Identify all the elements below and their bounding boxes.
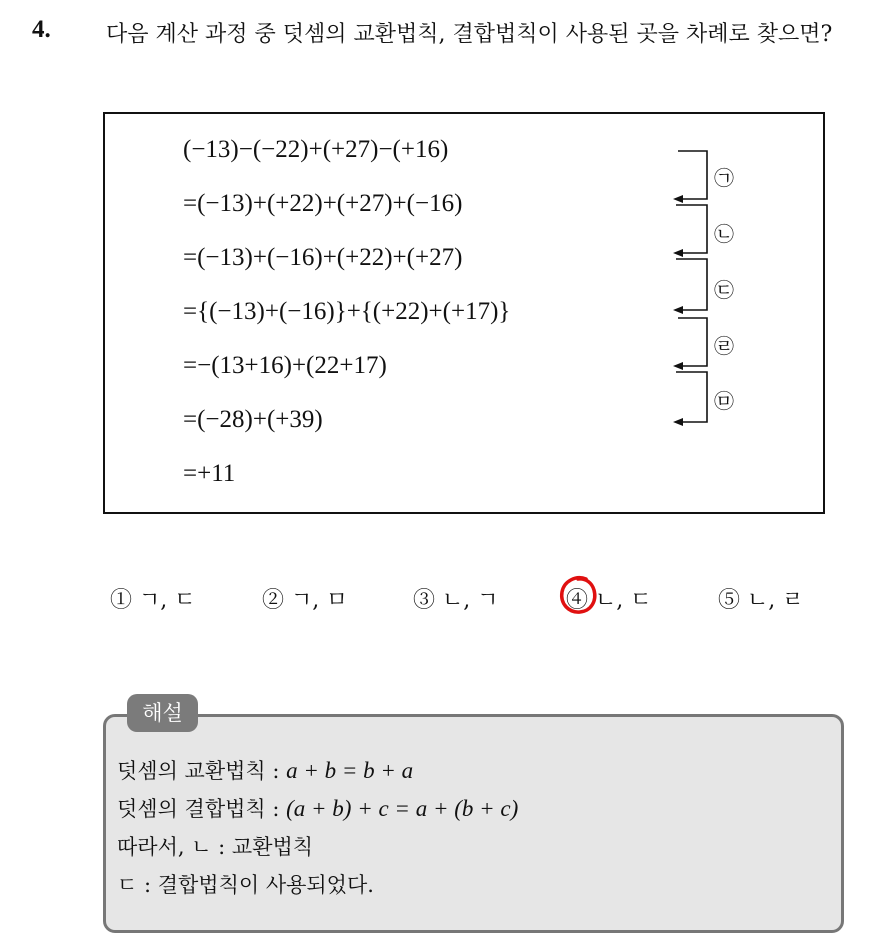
question-number: 4.	[32, 16, 51, 43]
explanation-line-3: 따라서, ㄴ : 교환법칙	[117, 835, 314, 859]
explanation-line-1	[117, 755, 413, 785]
commutative-formula: a + b = b + a	[286, 758, 414, 783]
associative-label: 덧셈의 결합법칙 :	[117, 797, 287, 821]
question-text: 다음 계산 과정 중 덧셈의 교환법칙, 결합법칙이 사용된 곳을 차례로 찾으면?	[106, 22, 833, 47]
calc-line-6: =(−28)+(+39)	[183, 406, 323, 433]
calc-line-5: =−(13+16)+(22+17)	[183, 352, 387, 379]
explanation-tag: 해설	[127, 694, 198, 732]
choice-3-number: ③	[413, 588, 436, 613]
calc-line-4: ={(−13)+(−16)}+{(+22)+(+17)}	[183, 298, 511, 325]
choice-2-number: ②	[262, 588, 285, 613]
answer-circle-mark	[556, 572, 602, 618]
choice-3[interactable]	[413, 583, 499, 614]
step-label-3: ㉢	[714, 278, 734, 302]
step-label-4: ㉣	[714, 334, 734, 358]
choice-5-number: ⑤	[718, 588, 741, 613]
choice-3-text: ㄴ, ㄱ	[442, 588, 499, 613]
explanation-box	[103, 714, 844, 933]
explanation-line-2	[117, 793, 518, 823]
step-label-5: ㉤	[714, 389, 734, 413]
commutative-label: 덧셈의 교환법칙 :	[117, 759, 287, 783]
choice-4-number: ④	[566, 588, 589, 613]
choice-list	[0, 583, 884, 617]
explanation-line-4: ㄷ : 결합법칙이 사용되었다.	[117, 873, 374, 897]
calc-line-7: =+11	[183, 460, 236, 487]
choice-1[interactable]	[110, 583, 196, 614]
choice-1-number: ①	[110, 588, 133, 613]
choice-4-text: ㄴ, ㄷ	[595, 588, 652, 613]
choice-2[interactable]	[262, 583, 348, 614]
calc-line-1: (−13)−(−22)+(+27)−(+16)	[183, 136, 449, 163]
calc-line-3: =(−13)+(−16)+(+22)+(+27)	[183, 244, 463, 271]
choice-5-text: ㄴ, ㄹ	[747, 588, 804, 613]
choice-1-text: ㄱ, ㄷ	[139, 588, 196, 613]
step-label-2: ㉡	[714, 222, 734, 246]
associative-formula: (a + b) + c = a + (b + c)	[286, 796, 519, 821]
choice-2-text: ㄱ, ㅁ	[291, 588, 348, 613]
step-label-1: ㉠	[714, 166, 734, 190]
calc-line-2: =(−13)+(+22)+(+27)+(−16)	[183, 190, 463, 217]
choice-5[interactable]	[718, 583, 804, 614]
